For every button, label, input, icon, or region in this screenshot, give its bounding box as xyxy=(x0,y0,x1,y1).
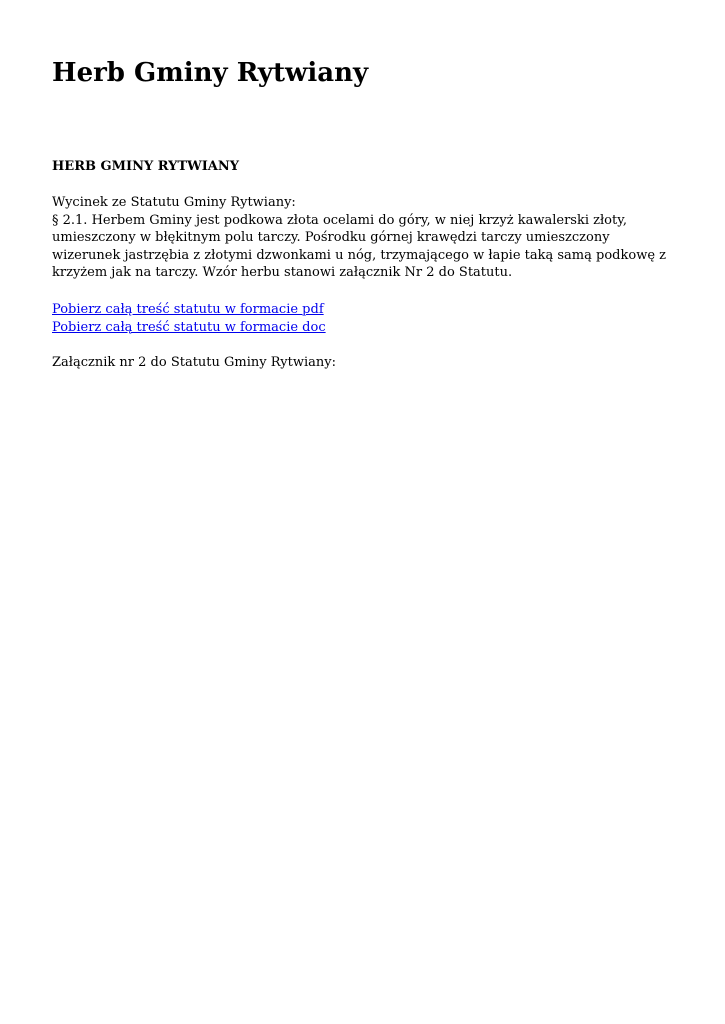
download-pdf-link[interactable]: Pobierz całą treść statutu w formacie pdf xyxy=(52,302,324,317)
page-title: Herb Gminy Rytwiany xyxy=(52,58,369,88)
excerpt-paragraph: § 2.1. Herbem Gminy jest podkowa złota ocelami do góry, w niej krzyż kawalerski złoty, umieszczony w błękitnym polu tarczy. Pośrodku górnej krawędzi tarczy umieszczony wizerunek jastrzębia z złotymi dzwonkami u nóg, trzymającego w łapie taką samą podkowę z krzyżem jak na tarczy. Wzór herbu stanowi załącznik Nr 2 do Statutu. xyxy=(52,212,666,281)
download-links xyxy=(52,301,326,336)
statute-excerpt xyxy=(52,194,677,282)
excerpt-intro: Wycinek ze Statutu Gminy Rytwiany: xyxy=(52,195,296,210)
download-doc-link[interactable]: Pobierz całą treść statutu w formacie doc xyxy=(52,319,326,335)
section-heading: HERB GMINY RYTWIANY xyxy=(52,159,240,174)
attachment-label: Załącznik nr 2 do Statutu Gminy Rytwiany: xyxy=(52,355,337,370)
